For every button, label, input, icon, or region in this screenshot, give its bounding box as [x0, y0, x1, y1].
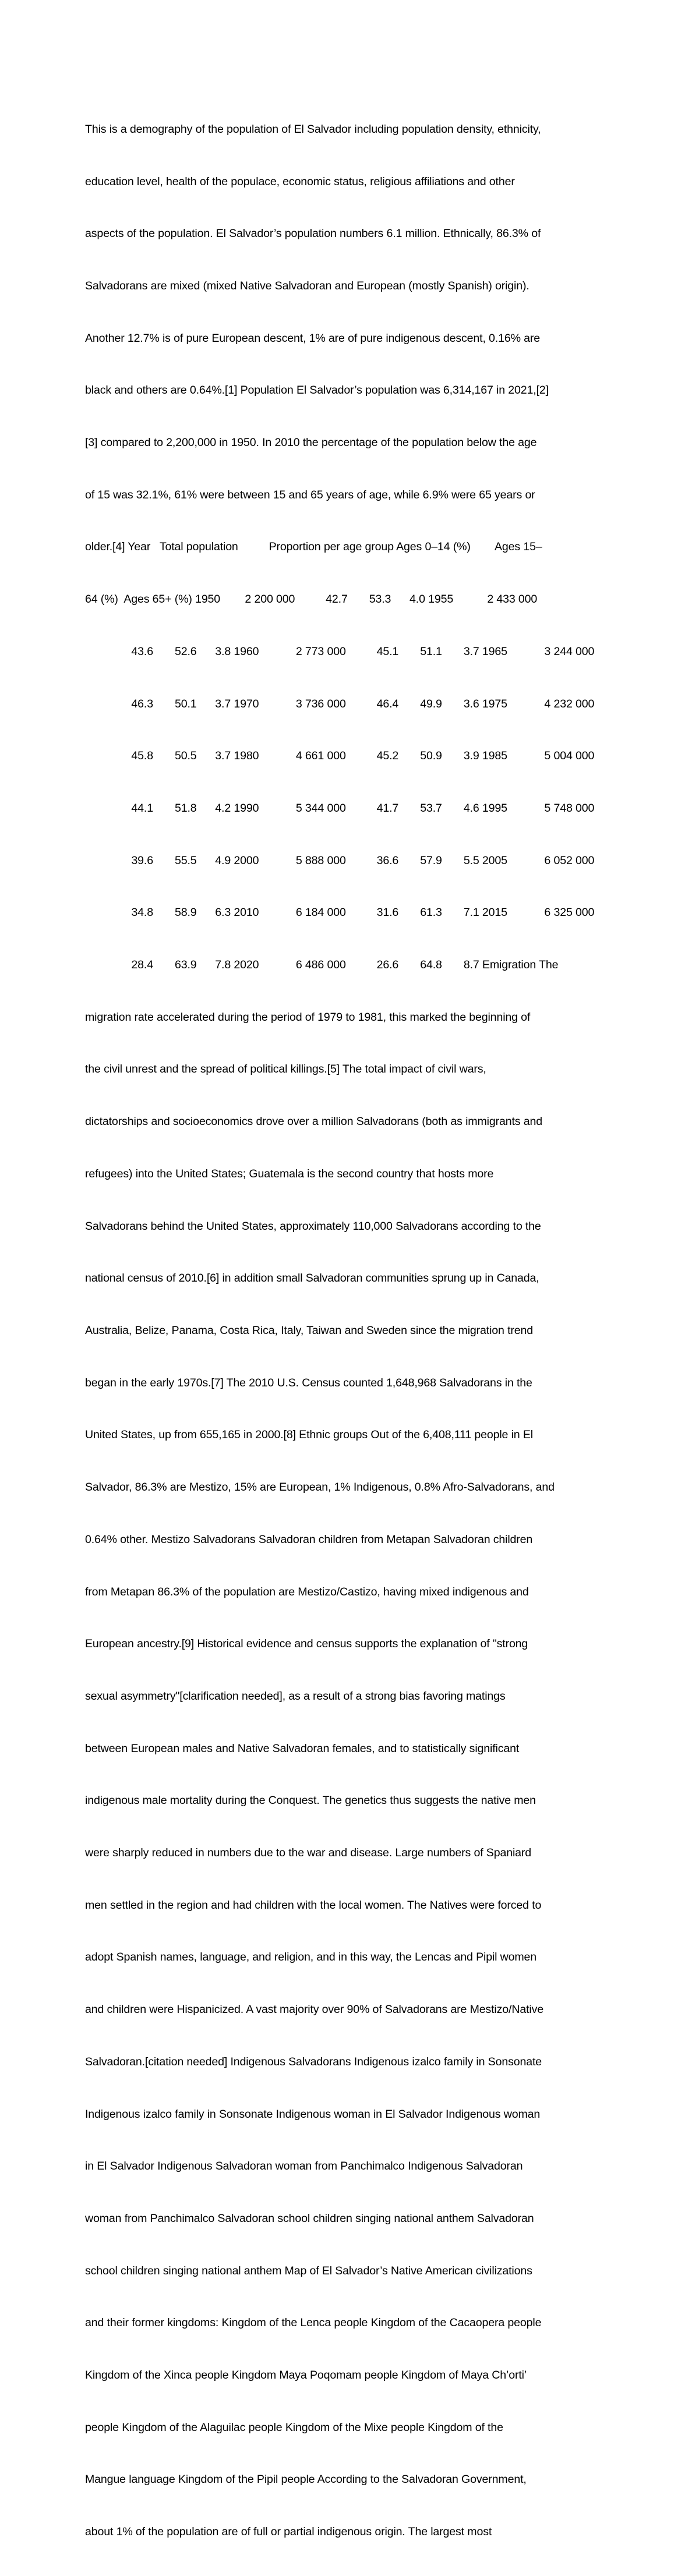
text-line: black and others are 0.64%.[1] Population El Salvador’s population was 6,314,167 in 2021,[2]	[85, 384, 549, 397]
text-line: migration rate accelerated during the period of 1979 to 1981, this marked the beginning of	[85, 1010, 531, 1024]
text-line: school children singing national anthem Map of El Salvador’s Native American civilizations	[85, 2264, 532, 2277]
text-line: about 1% of the population are of full or partial indigenous origin. The largest most	[85, 2525, 492, 2539]
text-line: began in the early 1970s.[7] The 2010 U.S. Census counted 1,648,968 Salvadorans in the	[85, 1376, 532, 1389]
text-line: between European males and Native Salvadoran females, and to statistically significant	[85, 1742, 520, 1755]
table-text-line: 39.6 55.5 4.9 2000 5 888 000 36.6 57.9 5.5 2005 6 052 000	[85, 854, 595, 867]
text-line: men settled in the region and had children with the local women. The Natives were forced to	[85, 1898, 542, 1912]
text-line: Salvadoran.[citation needed] Indigenous Salvadorans Indigenous izalco family in Sonsonate	[85, 2055, 542, 2068]
text-line: Australia, Belize, Panama, Costa Rica, Italy, Taiwan and Sweden since the migration trend	[85, 1324, 533, 1337]
text-line: national census of 2010.[6] in addition small Salvadoran communities sprung up in Canada,	[85, 1272, 539, 1285]
text-line: in El Salvador Indigenous Salvadoran woman from Panchimalco Indigenous Salvadoran	[85, 2160, 523, 2173]
table-text-line: 43.6 52.6 3.8 1960 2 773 000 45.1 51.1 3.7 1965 3 244 000	[85, 645, 595, 658]
text-line: adopt Spanish names, language, and religion, and in this way, the Lencas and Pipil women	[85, 1951, 537, 1964]
text-line: and children were Hispanicized. A vast majority over 90% of Salvadorans are Mestizo/Native	[85, 2003, 543, 2016]
text-line: of 15 was 32.1%, 61% were between 15 and 65 years of age, while 6.9% were 65 years or	[85, 488, 535, 501]
text-line: indigenous male mortality during the Conquest. The genetics thus suggests the native men	[85, 1794, 536, 1807]
text-line: Kingdom of the Xinca people Kingdom Maya Poqomam people Kingdom of Maya Ch’orti’	[85, 2369, 527, 2382]
text-line: sexual asymmetry"[clarification needed], as a result of a strong bias favoring matings	[85, 1689, 506, 1703]
table-text-line: 34.8 58.9 6.3 2010 6 184 000 31.6 61.3 7.1 2015 6 325 000	[85, 906, 595, 919]
text-line: were sharply reduced in numbers due to the war and disease. Large numbers of Spaniard	[85, 1846, 532, 1860]
text-line: Another 12.7% is of pure European descent, 1% are of pure indigenous descent, 0.16% are	[85, 331, 541, 345]
text-line: woman from Panchimalco Salvadoran school children singing national anthem Salvadoran	[85, 2211, 534, 2225]
text-line: older.[4] Year Total population Proportion per age group Ages 0–14 (%) Ages 15–	[85, 540, 542, 554]
text-line: This is a demography of the population of El Salvador including population density, ethnicity,	[85, 122, 541, 136]
text-line: dictatorships and socioeconomics drove over a million Salvadorans (both as immigrants and	[85, 1115, 542, 1128]
table-text-line: 28.4 63.9 7.8 2020 6 486 000 26.6 64.8 8.7 Emigration The	[85, 958, 559, 972]
text-line: Salvadorans are mixed (mixed Native Salvadoran and European (mostly Spanish) origin).	[85, 279, 529, 292]
text-line: Salvador, 86.3% are Mestizo, 15% are European, 1% Indigenous, 0.8% Afro-Salvadorans, and	[85, 1481, 555, 1494]
text-line: Salvadorans behind the United States, approximately 110,000 Salvadorans according to the	[85, 1219, 541, 1233]
text-line: and their former kingdoms: Kingdom of the Lenca people Kingdom of the Cacaopera people	[85, 2316, 542, 2330]
text-line: refugees) into the United States; Guatemala is the second country that hosts more	[85, 1167, 494, 1180]
text-line: the civil unrest and the spread of political killings.[5] The total impact of civil wars,	[85, 1063, 486, 1076]
text-line: 0.64% other. Mestizo Salvadorans Salvadoran children from Metapan Salvadoran children	[85, 1533, 533, 1546]
text-line: European ancestry.[9] Historical evidence and census supports the explanation of "strong	[85, 1637, 528, 1651]
text-line: people Kingdom of the Alaguilac people Kingdom of the Mixe people Kingdom of the	[85, 2421, 503, 2434]
text-line: from Metapan 86.3% of the population are Mestizo/Castizo, having mixed indigenous and	[85, 1585, 529, 1598]
text-line: education level, health of the populace, economic status, religious affiliations and other	[85, 175, 515, 188]
text-line: United States, up from 655,165 in 2000.[8] Ethnic groups Out of the 6,408,111 people in El	[85, 1428, 533, 1442]
table-text-line: 44.1 51.8 4.2 1990 5 344 000 41.7 53.7 4.6 1995 5 748 000	[85, 801, 595, 815]
document-body-text	[85, 86, 621, 2576]
table-text-line: 46.3 50.1 3.7 1970 3 736 000 46.4 49.9 3.6 1975 4 232 000	[85, 697, 595, 710]
table-text-line: 45.8 50.5 3.7 1980 4 661 000 45.2 50.9 3.9 1985 5 004 000	[85, 749, 595, 763]
text-line: aspects of the population. El Salvador’s population numbers 6.1 million. Ethnically, 86.3% of	[85, 227, 541, 240]
text-line: 64 (%) Ages 65+ (%) 1950 2 200 000 42.7 53.3 4.0 1955 2 433 000	[85, 593, 538, 606]
text-line: [3] compared to 2,200,000 in 1950. In 2010 the percentage of the population below the age	[85, 436, 537, 450]
text-line: Mangue language Kingdom of the Pipil people According to the Salvadoran Government,	[85, 2473, 527, 2486]
text-line: Indigenous izalco family in Sonsonate Indigenous woman in El Salvador Indigenous woman	[85, 2107, 541, 2121]
